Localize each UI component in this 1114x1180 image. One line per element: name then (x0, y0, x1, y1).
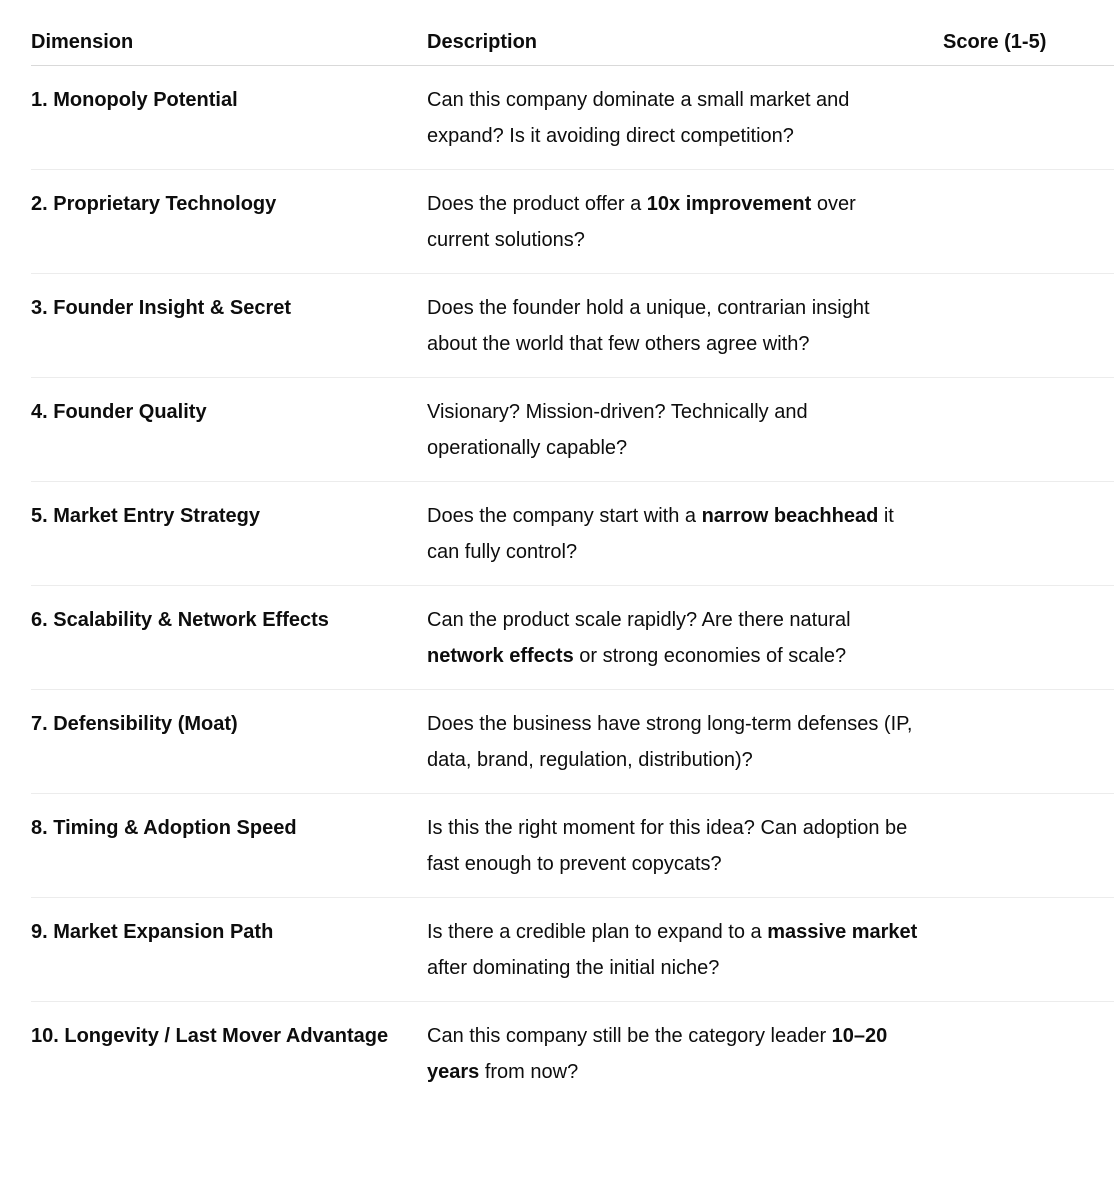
table-row (31, 378, 1114, 482)
row-score (939, 586, 1114, 690)
row-score (939, 794, 1114, 898)
row-description: Can this company dominate a small market and expand? Is it avoiding direct competition? (427, 66, 939, 170)
table-header (31, 20, 1114, 66)
table-row (31, 586, 1114, 690)
emphasis-text: 10x improvement (646, 193, 812, 215)
row-score (939, 482, 1114, 586)
emphasis-text: network effects (427, 645, 574, 667)
row-description: Can this company still be the category leader 10–20 years from now? (427, 1025, 888, 1083)
row-description: Is this the right moment for this idea? Can adoption be fast enough to prevent copycats? (427, 794, 939, 898)
row-dimension: 4. Founder Quality (31, 378, 427, 482)
row-dimension: 9. Market Expansion Path (31, 898, 427, 1002)
header-dimension: Dimension (31, 20, 427, 66)
emphasis-text: narrow beachhead (701, 505, 879, 527)
row-dimension: 3. Founder Insight & Secret (31, 274, 427, 378)
row-dimension: 2. Proprietary Technology (31, 170, 427, 274)
row-score (939, 898, 1114, 1002)
table-row (31, 170, 1114, 274)
row-score (939, 170, 1114, 274)
table-row (31, 66, 1114, 170)
table-row (31, 482, 1114, 586)
table-body (31, 66, 1114, 1106)
row-score (939, 66, 1114, 170)
row-description: Does the business have strong long-term defenses (IP, data, brand, regulation, distribution)? (427, 690, 939, 794)
emphasis-text: 10–20 years (427, 1025, 888, 1083)
row-dimension: 10. Longevity / Last Mover Advantage (31, 1025, 389, 1047)
row-description: Does the company start with a narrow beachhead it can fully control? (427, 482, 939, 586)
row-score (939, 690, 1114, 794)
row-description: Is there a credible plan to expand to a massive market after dominating the initial niche? (427, 898, 939, 1002)
table-row (31, 690, 1114, 794)
table-row (31, 898, 1114, 1002)
row-score (939, 274, 1114, 378)
header-description: Description (427, 20, 939, 66)
row-dimension: 7. Defensibility (Moat) (31, 690, 427, 794)
row-description: Does the founder hold a unique, contrarian insight about the world that few others agree with? (427, 274, 939, 378)
table-row (31, 1002, 1114, 1106)
header-score-label: Score (1-5) (943, 31, 1047, 53)
row-description: Does the product offer a 10x improvement over current solutions? (427, 170, 939, 274)
row-score (939, 1002, 1114, 1106)
row-score (939, 378, 1114, 482)
row-dimension: 8. Timing & Adoption Speed (31, 794, 427, 898)
emphasis-text: massive market (767, 921, 918, 943)
scoring-table (31, 20, 1114, 1105)
header-score (939, 20, 1114, 66)
row-description: Can the product scale rapidly? Are there natural network effects or strong economies of scale? (427, 586, 939, 690)
scoring-table-container (31, 20, 1114, 1105)
row-dimension: 1. Monopoly Potential (31, 66, 427, 170)
row-dimension: 6. Scalability & Network Effects (31, 586, 427, 690)
row-dimension: 5. Market Entry Strategy (31, 482, 427, 586)
row-description: Visionary? Mission-driven? Technically and operationally capable? (427, 378, 939, 482)
header-row (31, 20, 1114, 66)
table-row (31, 794, 1114, 898)
table-row (31, 274, 1114, 378)
